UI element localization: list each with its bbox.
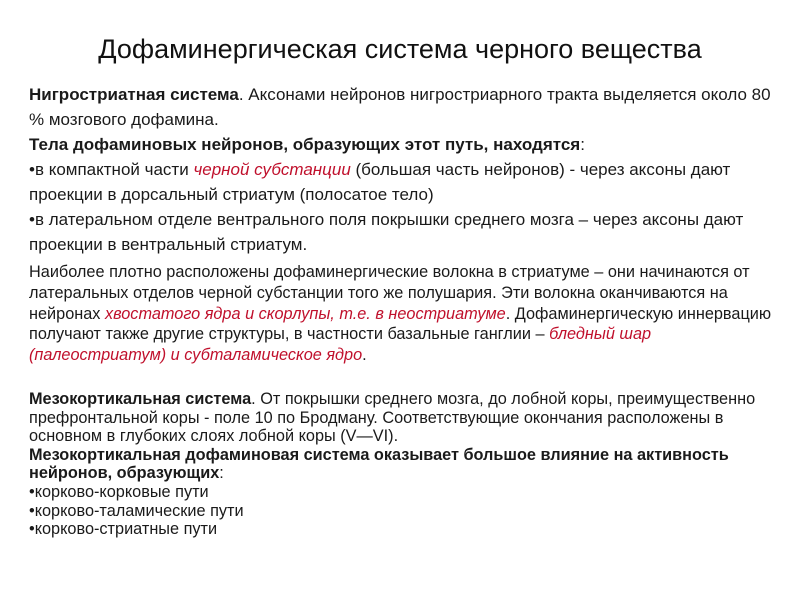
neuron-bodies-heading: [29, 132, 781, 157]
list-item: •корково-корковые пути: [29, 482, 209, 501]
striatum-pre: Наиболее плотно расположены дофаминергические волокна в стриатуме – они начинаются от латеральных отделов черной субстанции того же полушария. Эти волокна оканчиваются на нейронах: [29, 263, 750, 323]
bullet-compact-pre: •в компактной части: [29, 160, 194, 179]
bullet-compact-part: [29, 157, 781, 207]
striatum-mid: . Дофаминергическую иннервацию получают также другие структуры, в частности базальные ганглии –: [29, 304, 772, 344]
substantia-nigra-highlight: черной субстанции: [193, 160, 351, 179]
nigrostriatal-intro: [29, 82, 781, 132]
slide-title: Дофаминергическая система черного вещества: [98, 34, 702, 64]
nigrostriatal-text: . Аксонами нейронов нигростриарного тракта выделяется около 80 % мозгового дофамина.: [29, 85, 771, 129]
neostriatum-highlight: хвостатого ядра и скорлупы, т.е. в неостриатуме: [104, 304, 506, 323]
nigrostriatal-heading: Нигростриатная система: [29, 85, 239, 104]
striatum-end: .: [362, 346, 367, 365]
striatum-paragraph: [29, 262, 781, 366]
mesocortical-text: . От покрышки среднего мозга, до лобной коры, преимущественно префронтальной коры - поле 10 по Бродману. Соответствующие окончания расположены в основном в глубоких слоях лобной коры (V—VI).: [29, 390, 756, 446]
neuron-bodies-bold: Тела дофаминовых нейронов, образующих этот путь, находятся: [29, 135, 581, 154]
neuron-bodies-colon: :: [580, 135, 585, 154]
mesocortical-intro: [29, 390, 781, 446]
nigrostriatal-block: [29, 82, 781, 257]
mesocortical-influence-colon: :: [219, 464, 224, 483]
mesocortical-influence-bold: Мезокортикальная дофаминовая система оказывает большое влияние на активность нейронов, образующих: [29, 445, 729, 483]
list-item: •корково-таламические пути: [29, 501, 244, 520]
bullet-compact-post: (большая часть нейронов) - через аксоны дают проекции в дорсальный стриатум (полосатое тело): [29, 160, 731, 204]
mesocortical-heading: Мезокортикальная система: [29, 390, 252, 408]
bullet-lateral-part: •в латеральном отделе вентрального поля покрышки среднего мозга – через аксоны дают проекции в вентральный стриатум.: [29, 210, 744, 254]
paleostriatum-highlight: бледный шар (палеостриатум) и субталамическое ядро: [29, 325, 652, 365]
striatum-block: [29, 262, 781, 366]
mesocortical-block: [29, 390, 781, 539]
mesocortical-influence: [29, 446, 781, 483]
list-item: •корково-стриатные пути: [29, 520, 218, 539]
